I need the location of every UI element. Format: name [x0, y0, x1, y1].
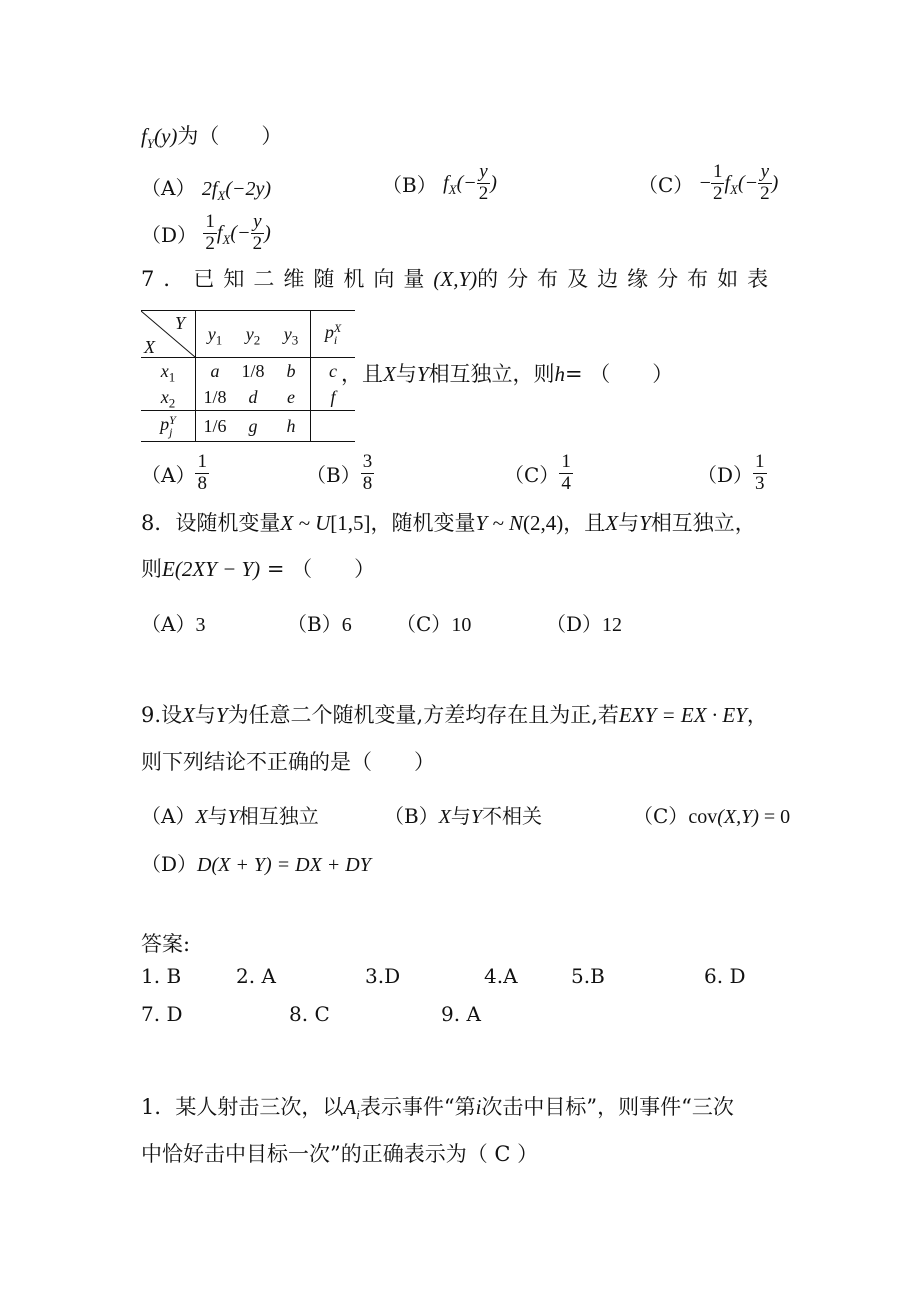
denominator: 2	[252, 232, 263, 254]
q6-d-fraction1	[203, 212, 217, 255]
numerator: 1	[205, 211, 215, 232]
q7-option-b	[306, 452, 374, 495]
option-label: （A）	[141, 462, 196, 487]
q8-option-c: （C）10	[396, 612, 472, 636]
q7-option-c	[504, 452, 573, 495]
answer-item: 6. D	[704, 964, 746, 988]
q6-stem-sub: Y	[146, 136, 155, 152]
q7-cond-y: Y	[416, 362, 429, 386]
q6-stem-func: f	[141, 124, 147, 148]
answer-item: 4.A	[484, 964, 518, 988]
table-cell: h	[272, 411, 311, 442]
option-label: （B）	[382, 172, 437, 197]
table-cell: 1/8	[234, 358, 272, 385]
q9-stem-line1: 9.设X与Y为任意二个随机变量,方差均存在且为正,若EXY = EX · EY，	[141, 703, 768, 727]
q9-option-c: （C）cov(X,Y) = 0	[633, 804, 791, 828]
q6-c-f: f	[724, 171, 731, 194]
q6-d-f: f	[216, 221, 223, 244]
answer-item: 1. B	[141, 964, 182, 988]
q7-stem-b: 的分布及边缘分布如表	[477, 267, 778, 291]
q6-a-tail: (−2y)	[225, 178, 272, 200]
option-label: （C）	[504, 462, 560, 487]
q6-c-open: (−	[737, 171, 759, 194]
q6-d-fraction2	[251, 212, 265, 255]
q6-option-d	[141, 212, 271, 255]
denominator: 2	[205, 232, 215, 254]
q7-condition	[341, 364, 673, 385]
q6-c-close: )	[771, 171, 779, 194]
option-fraction: $\frac{1}{8}$	[197, 451, 207, 494]
table-cell: d	[248, 386, 258, 407]
numerator: y	[477, 162, 491, 184]
q9-option-d: （D）D(X + Y) = DX + DY	[141, 852, 371, 876]
q6-stem	[141, 124, 283, 152]
answer-item: 9. A	[441, 1002, 481, 1026]
q6-b-f: f	[443, 171, 449, 194]
table-cell: e	[287, 386, 295, 407]
answer-item: 7. D	[141, 1002, 183, 1026]
q7-option-a	[141, 452, 209, 495]
table-marginal-row	[141, 411, 355, 442]
q9-option-b: （B）X与Y不相关	[384, 804, 543, 828]
answer-item: 8. C	[289, 1002, 330, 1026]
denominator: 2	[478, 182, 489, 204]
q7-stem-vec: (X,Y)	[433, 267, 478, 291]
numerator: y	[251, 212, 265, 234]
next-q1-line2: 中恰好击中目标一次”的正确表示为（ C ）	[141, 1142, 539, 1166]
answer-item: 3.D	[365, 964, 401, 988]
q6-c-sub: X	[730, 181, 738, 197]
q7-cond-h: h	[554, 362, 566, 386]
q6-c-minus: −	[699, 171, 711, 194]
table-cell: 1/8	[196, 384, 235, 411]
q6-a-sub: X	[217, 188, 226, 203]
table-cell: f	[311, 384, 356, 411]
q9-option-a: （A）X与Y相互独立	[141, 804, 319, 828]
table-cell: g	[234, 411, 272, 442]
table-col-header: $y_3$	[272, 311, 311, 358]
q6-c-fraction2	[758, 162, 772, 205]
q6-option-c	[638, 162, 778, 205]
q6-option-b	[382, 162, 497, 205]
table-row	[141, 358, 355, 385]
q6-b-open: (−	[456, 171, 477, 194]
numerator: y	[758, 162, 772, 184]
table-header-row	[141, 311, 355, 358]
q7-cond-b: 与	[395, 362, 417, 386]
q6-a-expr: 2f	[201, 178, 218, 200]
q6-stem-arg: (y)	[154, 124, 178, 148]
table-marginal-col-header: p X i	[311, 311, 356, 358]
q6-b-close: )	[490, 171, 497, 194]
q6-b-fraction	[477, 162, 491, 205]
q6-stem-text: 为（ ）	[177, 124, 283, 148]
q7-option-d	[697, 452, 767, 495]
denominator: 2	[760, 182, 770, 204]
option-label: （B）	[306, 462, 361, 487]
table-cell: a	[196, 358, 235, 385]
next-q1-line1: 1．某人射击三次，以$A_i$表示事件“第i次击中目标”，则事件“三次	[141, 1095, 734, 1123]
option-label: （D）	[697, 462, 754, 487]
table-cell: 1/6	[196, 411, 235, 442]
table-row-label: $x_2$	[160, 386, 176, 411]
q6-c-fraction1	[711, 162, 725, 205]
option-fraction: $\frac{1}{3}$	[755, 451, 765, 494]
answer-item: 5.B	[571, 964, 605, 988]
q8-stem-line1: 8．设随机变量X ~ U[1,5]，随机变量Y ~ N(2,4)，且X与Y相互独立，	[141, 511, 756, 535]
q7-cond-x: X	[383, 362, 396, 386]
option-label: （C）	[638, 172, 694, 197]
table-cell: b	[272, 358, 311, 385]
q6-b-sub: X	[448, 181, 457, 197]
table-corner-bottom: X	[144, 337, 155, 357]
table-row-label: $x_1$	[141, 358, 196, 385]
q9-stem-line2: 则下列结论不正确的是（ ）	[141, 750, 435, 774]
denominator: 2	[712, 182, 723, 204]
q8-option-a: （A）3	[141, 612, 206, 636]
q7-stem	[141, 269, 777, 290]
q7-stem-a: 7．已知二维随机向量	[141, 267, 434, 291]
q8-option-d: （D）12	[546, 612, 623, 636]
q7-cond-c: 相互独立，则	[428, 362, 555, 386]
q7-cond-d: = （ ）	[565, 362, 674, 386]
table-cell	[311, 411, 356, 442]
q6-option-a	[141, 172, 271, 201]
table-corner-cell	[141, 311, 196, 358]
table-row-label: p Y j	[141, 411, 196, 442]
option-fraction: $\frac{3}{8}$	[362, 451, 373, 494]
joint-distribution-table	[141, 310, 355, 442]
q8-option-b: （B）6	[287, 612, 352, 636]
table-col-header: $y_1$	[196, 311, 235, 358]
q7-cond-a: ，且	[341, 362, 383, 386]
q8-stem-line2: 则E(2XY − Y) = （ ）	[141, 557, 376, 581]
q6-d-close: )	[264, 221, 271, 244]
option-label: （D）	[141, 222, 198, 247]
answers-title: 答案:	[141, 932, 191, 956]
table-cell: c	[311, 358, 356, 385]
table-col-header: $y_2$	[234, 311, 272, 358]
option-label: （A）	[141, 176, 196, 200]
table-row	[141, 384, 355, 411]
option-fraction: $\frac{1}{4}$	[561, 451, 571, 494]
numerator: 1	[712, 161, 723, 182]
q6-d-open: (−	[230, 221, 251, 244]
q6-d-sub: X	[222, 231, 231, 247]
table-corner-top: Y	[175, 313, 186, 333]
answer-item: 2. A	[236, 964, 276, 988]
